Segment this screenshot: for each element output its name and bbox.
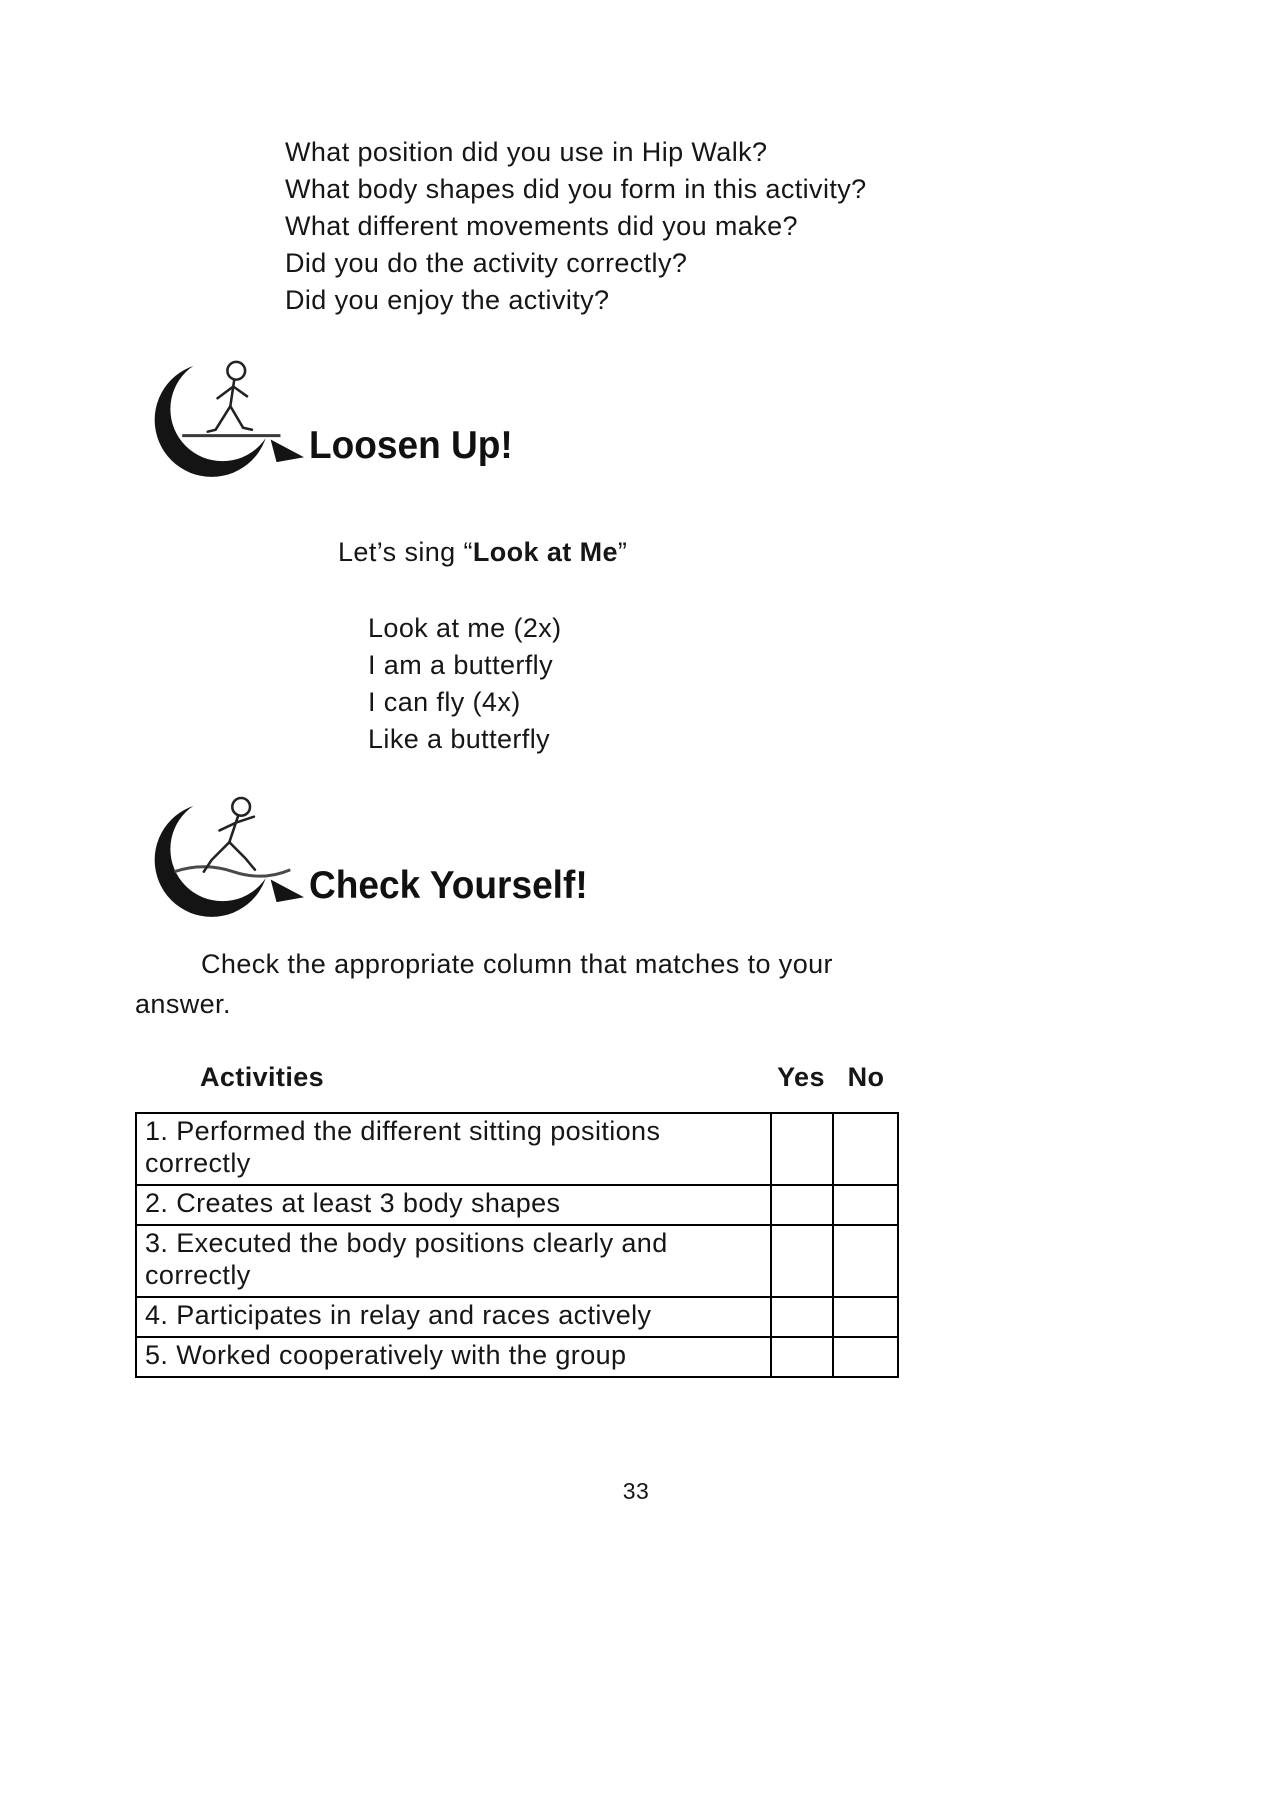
yes-cell-4 [771,1297,833,1337]
table-row-5 [136,1337,898,1377]
no-cell-5 [833,1337,898,1377]
walking-figure-icon [135,348,307,480]
question-line-3: What different movements did you make? [285,211,798,241]
lyric-line-3: I can fly (4x) [368,687,521,717]
check-yourself-label: Check Yourself! [309,864,588,907]
yes-cell-3 [771,1225,833,1297]
sing-suffix: ” [617,537,628,567]
question-line-4: Did you do the activity correctly? [285,248,688,278]
activity-cell-3: 3. Executed the body positions clearly and correctly [136,1225,771,1297]
review-questions [285,134,867,319]
activity-cell-2: 2. Creates at least 3 body shapes [136,1185,771,1225]
question-line-1: What position did you use in Hip Walk? [285,137,768,167]
song-lyrics [368,610,562,758]
table-row-1 [136,1113,898,1185]
loosen-up-section [135,348,523,480]
table-row-2 [136,1185,898,1225]
yes-cell-5 [771,1337,833,1377]
table-row-3 [136,1225,898,1297]
song-title: Look at Me [472,537,618,567]
activity-cell-5: 5. Worked cooperatively with the group [136,1337,771,1377]
activities-header: Activities [200,1062,325,1092]
no-cell-2 [833,1185,898,1225]
lyric-line-1: Look at me (2x) [368,613,562,643]
lyric-line-4: Like a butterfly [368,724,550,754]
no-cell-4 [833,1297,898,1337]
no-header: No [847,1062,885,1092]
yes-cell-2 [771,1185,833,1225]
sing-prefix: Let’s sing “ [338,537,473,567]
page-number: 33 [622,1478,650,1504]
table-row-4 [136,1297,898,1337]
yes-cell-1 [771,1113,833,1185]
loosen-up-label: Loosen Up! [309,424,513,467]
no-cell-1 [833,1113,898,1185]
sing-instruction [338,537,627,568]
activity-cell-4: 4. Participates in relay and races actively [136,1297,771,1337]
question-line-5: Did you enjoy the activity? [285,285,610,315]
table-instruction: Check the appropriate column that matches to your answer. [135,949,833,1019]
activity-cell-1: 1. Performed the different sitting positions correctly [136,1113,771,1185]
check-yourself-section [135,788,602,920]
yes-header: Yes [777,1062,825,1092]
self-check-table [135,1112,899,1378]
lyric-line-2: I am a butterfly [368,650,553,680]
table-header [135,1062,897,1096]
running-figure-icon [135,788,307,920]
no-cell-3 [833,1225,898,1297]
question-line-2: What body shapes did you form in this activity? [285,174,867,204]
